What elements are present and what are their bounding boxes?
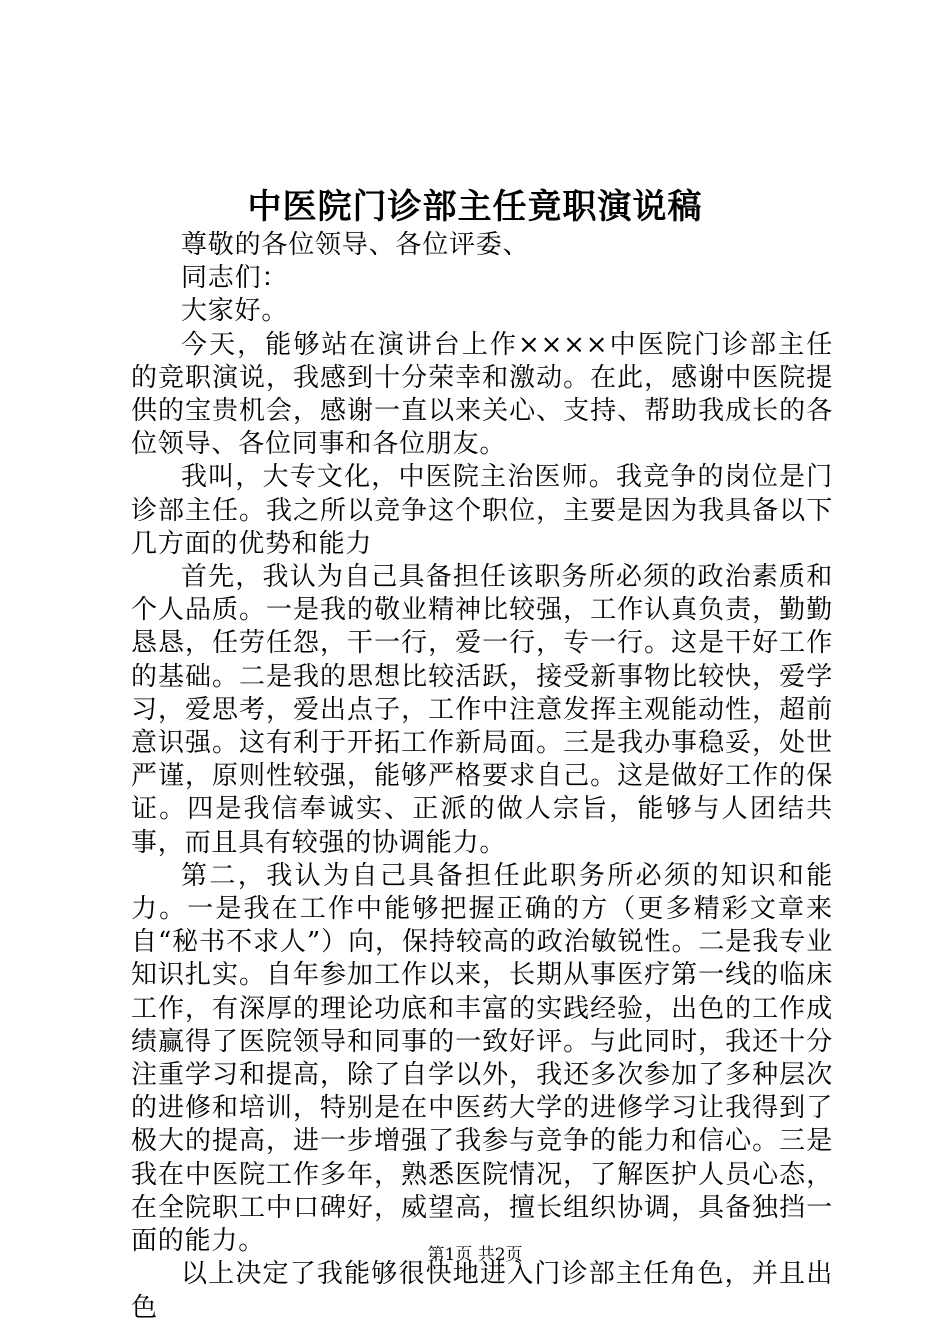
document-body [131,229,833,1325]
paragraph-introduction: 今天，能够站在演讲台上作××××中医院门诊部主任的竞职演说，我感到十分荣幸和激动。在此，感谢中医院提供的宝贵机会，感谢一直以来关心、支持、帮助我成长的各位领导、各位同事和各位朋友。 [131,329,833,460]
paragraph-conclusion-start: 以上决定了我能够很快地进入门诊部主任角色，并且出色 [131,1259,833,1323]
paragraph-second-advantage: 第二，我认为自己具备担任此职务所必须的知识和能力。一是我在工作中能够把握正确的方（更多精彩文章来自“秘书不求人”）向，保持较高的政治敏锐性。二是我专业知识扎实。自年参加工作以来，长期从事医疗第一线的临床工作，有深厚的理论功底和丰富的实践经验，出色的工作成绩赢得了医院领导和同事的一致好评。与此同时，我还十分注重学习和提高，除了自学以外，我还多次参加了多种层次的进修和培训，特别是在中医药大学的进修学习让我得到了极大的提高，进一步增强了我参与竞争的能力和信心。三是我在中医院工作多年，熟悉医院情况，了解医护人员心态，在全院职工中口碑好，威望高，擅长组织协调，具备独挡一面的能力。 [131,860,833,1257]
salutation-line-2: 同志们： [181,263,289,294]
greeting: 大家好。 [181,296,289,327]
salutation-line-1: 尊敬的各位领导、各位评委、 [181,230,530,260]
paragraph-self-introduction: 我叫，大专文化，中医院主治医师。我竞争的岗位是门诊部主任。我之所以竞争这个职位，主要是因为我具备以下几方面的优势和能力 [131,462,833,559]
paragraph-first-advantage: 首先，我认为自己具备担任该职务所必须的政治素质和个人品质。一是我的敬业精神比较强，工作认真负责，勤勤恳恳，任劳任怨，干一行，爱一行，专一行。这是干好工作的基础。二是我的思想比较活跃，接受新事物比较快，爱学习，爱思考，爱出点子，工作中注意发挥主观能动性，超前意识强。这有利于开拓工作新局面。三是我办事稳妥，处世严谨，原则性较强，能够严格要求自己。这是做好工作的保证。四是我信奉诚实、正派的做人宗旨，能够与人团结共事，而且具有较强的协调能力。 [131,562,833,858]
document-title: 中医院门诊部主任竟职演说稿 [247,187,703,227]
page-footer: 第1页 共2页 [427,1245,523,1265]
